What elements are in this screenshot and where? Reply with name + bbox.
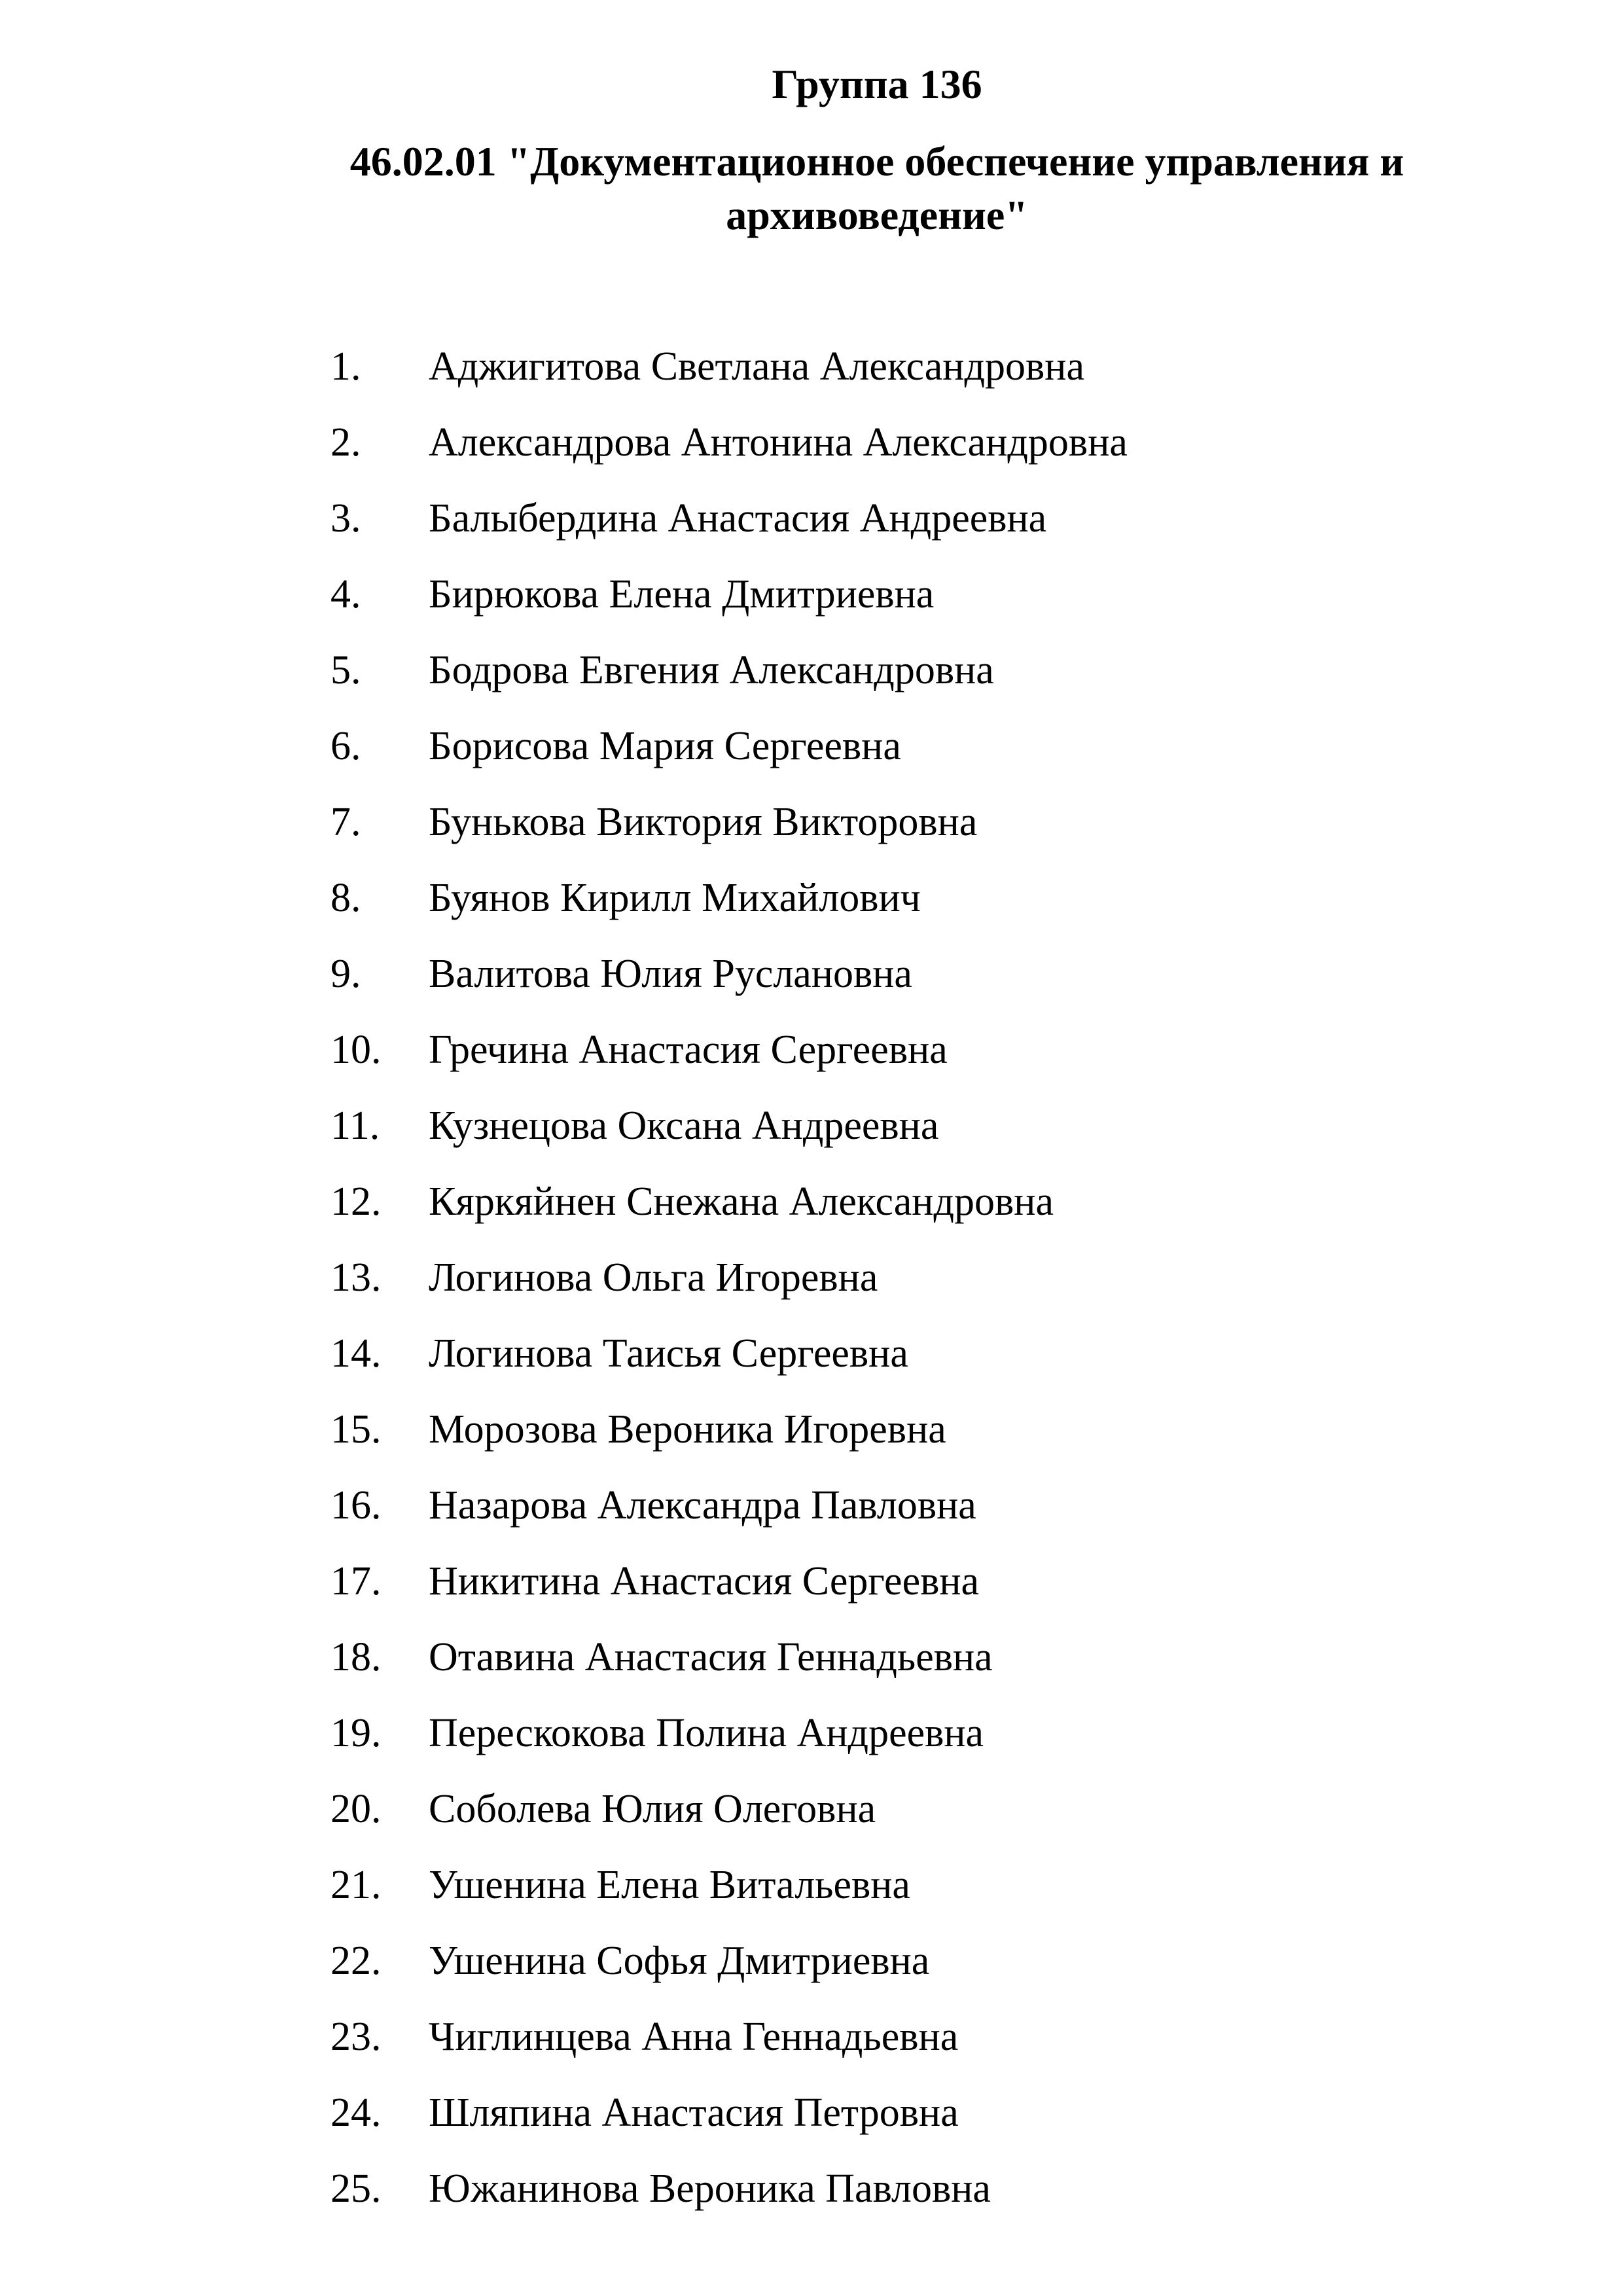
student-number: 20. (330, 1787, 382, 1831)
student-row (0, 410, 1623, 475)
student-number: 17. (330, 1559, 382, 1604)
student-number: 3. (330, 496, 361, 541)
student-number: 19. (330, 1711, 382, 1755)
student-row (0, 2080, 1623, 2145)
student-name: Балыбердина Анастасия Андреевна (429, 496, 1047, 541)
student-row (0, 1321, 1623, 1386)
student-name: Бунькова Виктория Викторовна (429, 800, 978, 844)
student-number: 16. (330, 1483, 382, 1528)
student-name: Буянов Кирилл Михайлович (429, 876, 921, 920)
student-row (0, 1397, 1623, 1462)
student-name: Кузнецова Оксана Андреевна (429, 1103, 939, 1148)
student-name: Валитова Юлия Руслановна (429, 952, 912, 996)
student-row (0, 1928, 1623, 1994)
student-name: Логинова Ольга Игоревна (429, 1255, 878, 1300)
student-row (0, 334, 1623, 399)
student-number: 12. (330, 1179, 382, 1224)
student-number: 2. (330, 420, 361, 465)
student-name: Ушенина Софья Дмитриевна (429, 1939, 930, 1983)
student-name: Перескокова Полина Андреевна (429, 1711, 984, 1755)
student-number: 10. (330, 1028, 382, 1072)
student-name: Южанинова Вероника Павловна (429, 2166, 991, 2211)
student-name: Чиглинцева Анна Геннадьевна (429, 2015, 959, 2059)
student-row (0, 713, 1623, 779)
specialty-title: 46.02.01 "Документационное обеспечение управления и архивоведение" (349, 138, 1404, 238)
student-name: Никитина Анастасия Сергеевна (429, 1559, 980, 1604)
student-name: Александрова Антонина Александровна (429, 420, 1128, 465)
student-number: 24. (330, 2090, 382, 2135)
student-number: 15. (330, 1407, 382, 1452)
student-row (0, 1245, 1623, 1310)
student-name: Борисова Мария Сергеевна (429, 724, 901, 768)
student-number: 13. (330, 1255, 382, 1300)
student-number: 18. (330, 1635, 382, 1679)
student-row (0, 1624, 1623, 1690)
student-number: 23. (330, 2015, 382, 2059)
group-title: Группа 136 (772, 61, 982, 107)
student-name: Кяркяйнен Снежана Александровна (429, 1179, 1054, 1224)
student-number: 7. (330, 800, 361, 844)
student-row (0, 1169, 1623, 1234)
student-number: 1. (330, 344, 361, 389)
student-name: Отавина Анастасия Геннадьевна (429, 1635, 993, 1679)
student-number: 22. (330, 1939, 382, 1983)
student-name: Гречина Анастасия Сергеевна (429, 1028, 948, 1072)
student-row (0, 1093, 1623, 1158)
student-name: Бодрова Евгения Александровна (429, 648, 994, 692)
student-row (0, 2156, 1623, 2221)
student-name: Назарова Александра Павловна (429, 1483, 976, 1528)
student-number: 5. (330, 648, 361, 692)
student-row (0, 2004, 1623, 2070)
student-name: Логинова Таисья Сергеевна (429, 1331, 908, 1376)
student-row (0, 941, 1623, 1007)
student-row (0, 789, 1623, 855)
student-row (0, 486, 1623, 551)
student-name: Соболева Юлия Олеговна (429, 1787, 876, 1831)
student-name: Бирюкова Елена Дмитриевна (429, 572, 935, 617)
student-row (0, 865, 1623, 931)
student-row (0, 1017, 1623, 1083)
student-number: 9. (330, 952, 361, 996)
student-row (0, 1549, 1623, 1614)
student-number: 11. (330, 1103, 380, 1148)
student-row (0, 1700, 1623, 1766)
student-row (0, 1852, 1623, 1918)
student-row (0, 637, 1623, 703)
student-number: 8. (330, 876, 361, 920)
student-row (0, 1776, 1623, 1842)
student-name: Морозова Вероника Игоревна (429, 1407, 946, 1452)
student-number: 25. (330, 2166, 382, 2211)
student-number: 14. (330, 1331, 382, 1376)
student-number: 6. (330, 724, 361, 768)
student-name: Аджигитова Светлана Александровна (429, 344, 1084, 389)
student-number: 4. (330, 572, 361, 617)
student-number: 21. (330, 1863, 382, 1907)
student-row (0, 1473, 1623, 1538)
student-name: Шляпина Анастасия Петровна (429, 2090, 959, 2135)
student-row (0, 562, 1623, 627)
student-name: Ушенина Елена Витальевна (429, 1863, 910, 1907)
